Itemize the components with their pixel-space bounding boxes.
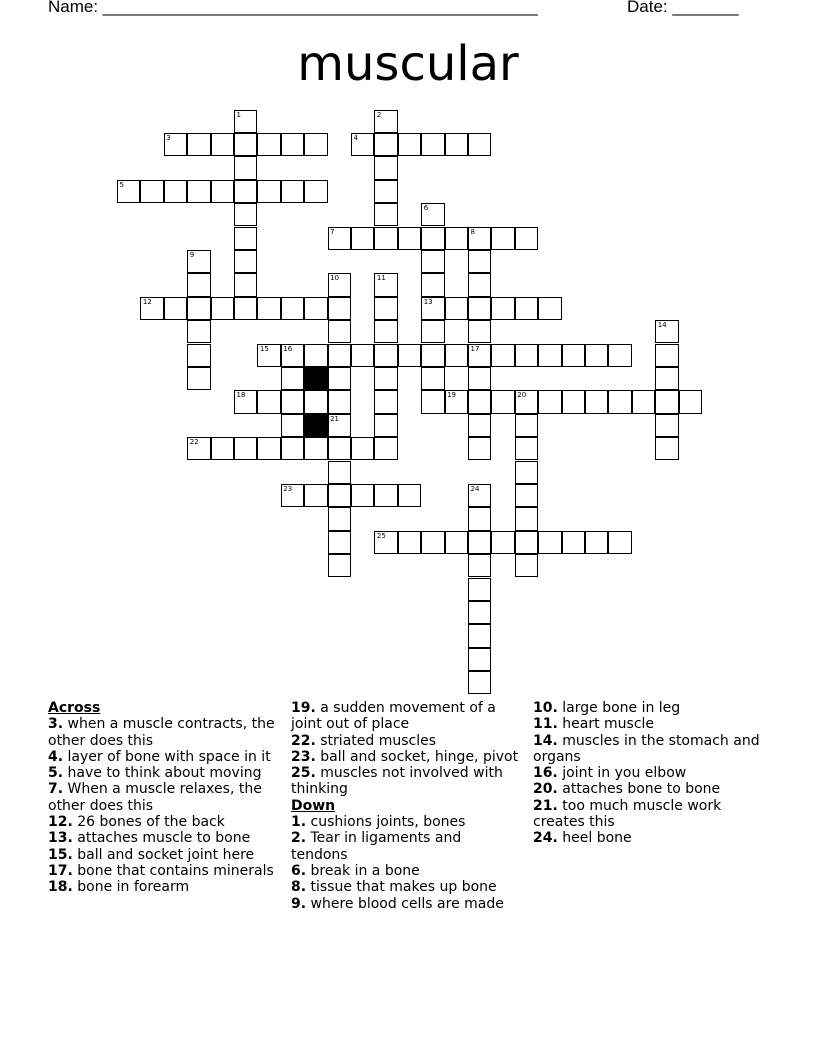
crossword-cell[interactable] (257, 390, 280, 413)
crossword-cell[interactable] (655, 437, 678, 460)
clue-item: 3. when a muscle contracts, the other does this (48, 716, 275, 749)
crossword-cell[interactable] (234, 156, 257, 179)
crossword-cell[interactable] (351, 227, 374, 250)
clues-column-3 (533, 700, 773, 847)
crossword-cell[interactable] (374, 180, 397, 203)
crossword-cell[interactable] (257, 297, 280, 320)
clue-number: 11 (376, 274, 386, 283)
across-heading: Across (48, 700, 101, 716)
clues-column-1 (48, 700, 278, 896)
crossword-cell[interactable] (211, 437, 234, 460)
crossword-cell[interactable] (445, 133, 468, 156)
crossword-cell[interactable] (211, 297, 234, 320)
crossword-cell[interactable] (351, 484, 374, 507)
clue-item: 7. When a muscle relaxes, the other does this (48, 781, 262, 814)
crossword-cell[interactable] (328, 484, 351, 507)
clue-item: 11. heart muscle (533, 716, 655, 733)
crossword-cell[interactable] (421, 227, 444, 250)
clue-item: 24. heel bone (533, 830, 632, 847)
clue-item: 9. where blood cells are made (291, 895, 504, 912)
crossword-cell[interactable] (468, 648, 491, 671)
crossword-cell[interactable] (468, 227, 491, 250)
black-square (304, 414, 327, 437)
clue-item: 18. bone in forearm (48, 879, 190, 896)
crossword-cell[interactable] (374, 414, 397, 437)
crossword-cell[interactable] (655, 414, 678, 437)
crossword-cell[interactable] (328, 367, 351, 390)
black-square (304, 367, 327, 390)
clue-item-number: 1. (291, 814, 307, 831)
crossword-cell[interactable] (515, 437, 538, 460)
clue-item-number: 15. (48, 846, 73, 863)
clue-number: 15 (259, 344, 269, 353)
clue-item-number: 12. (48, 814, 73, 831)
crossword-cell[interactable] (655, 367, 678, 390)
crossword-cell[interactable] (468, 578, 491, 601)
clue-item: 22. striated muscles (291, 732, 437, 749)
crossword-cell[interactable] (468, 624, 491, 647)
crossword-cell[interactable] (445, 297, 468, 320)
clue-item-number: 10. (533, 700, 558, 716)
crossword-cell[interactable] (374, 297, 397, 320)
crossword-cell[interactable] (515, 297, 538, 320)
crossword-cell[interactable] (187, 133, 210, 156)
crossword-cell[interactable] (304, 437, 327, 460)
crossword-cell[interactable] (515, 414, 538, 437)
crossword-cell[interactable] (234, 390, 257, 413)
crossword-cell[interactable] (281, 484, 304, 507)
crossword-cell[interactable] (468, 273, 491, 296)
clue-item: 25. muscles not involved with thinking (291, 765, 503, 798)
clue-number: 1 (236, 110, 241, 119)
clue-number: 3 (166, 133, 171, 142)
down-heading: Down (291, 797, 336, 814)
clue-number: 17 (470, 344, 480, 353)
crossword-cell[interactable] (234, 437, 257, 460)
clue-item-number: 11. (533, 716, 558, 733)
crossword-cell[interactable] (328, 227, 351, 250)
crossword-cell[interactable] (374, 531, 397, 554)
crossword-cell[interactable] (491, 531, 514, 554)
crossword-cell[interactable] (468, 484, 491, 507)
crossword-cell[interactable] (585, 344, 608, 367)
crossword-cell[interactable] (445, 227, 468, 250)
clue-item-number: 5. (48, 765, 64, 782)
crossword-cell[interactable] (328, 344, 351, 367)
crossword-cell[interactable] (328, 390, 351, 413)
clue-item-number: 23. (291, 748, 316, 765)
crossword-cell[interactable] (515, 461, 538, 484)
puzzle-title: muscular (297, 36, 519, 92)
clue-item-number: 6. (291, 862, 307, 879)
crossword-cell[interactable] (468, 133, 491, 156)
crossword-cell[interactable] (328, 507, 351, 530)
crossword-cell[interactable] (491, 390, 514, 413)
clue-number: 6 (423, 204, 429, 213)
clue-number: 19 (447, 391, 457, 400)
crossword-cell[interactable] (398, 484, 421, 507)
crossword-cell[interactable] (234, 180, 257, 203)
crossword-cell[interactable] (421, 390, 444, 413)
crossword-cell[interactable] (515, 507, 538, 530)
clue-item: 13. attaches muscle to bone (48, 830, 251, 847)
crossword-cell[interactable] (468, 507, 491, 530)
clue-item-number: 9. (291, 895, 307, 912)
crossword-cell[interactable] (257, 344, 280, 367)
clue-item: 17. bone that contains minerals (48, 862, 274, 879)
crossword-cell[interactable] (187, 180, 210, 203)
crossword-cell[interactable] (491, 297, 514, 320)
crossword-cell[interactable] (421, 203, 444, 226)
date-field-label: Date: _______ (627, 0, 739, 16)
clue-number: 10 (330, 274, 340, 283)
clue-number: 21 (330, 414, 340, 423)
clue-item: 6. break in a bone (291, 862, 420, 879)
clue-number: 18 (236, 391, 246, 400)
crossword-cell[interactable] (468, 601, 491, 624)
clue-number: 9 (189, 250, 195, 259)
clue-item: 1. cushions joints, bones (291, 814, 466, 831)
crossword-cell[interactable] (445, 344, 468, 367)
crossword-cell[interactable] (468, 390, 491, 413)
clue-item-number: 18. (48, 879, 73, 896)
crossword-cell[interactable] (211, 180, 234, 203)
clue-item: 12. 26 bones of the back (48, 814, 225, 831)
crossword-cell[interactable] (304, 344, 327, 367)
crossword-cell[interactable] (515, 484, 538, 507)
crossword-cell[interactable] (164, 297, 187, 320)
crossword-cell[interactable] (351, 344, 374, 367)
crossword-cell[interactable] (398, 133, 421, 156)
clue-number: 20 (517, 391, 527, 400)
crossword-cell[interactable] (421, 320, 444, 343)
crossword-cell[interactable] (468, 297, 491, 320)
crossword-cell[interactable] (234, 250, 257, 273)
crossword-cell[interactable] (281, 344, 304, 367)
crossword-cell[interactable] (374, 344, 397, 367)
crossword-cell[interactable] (328, 554, 351, 577)
crossword-cell[interactable] (421, 133, 444, 156)
clue-number: 5 (119, 180, 124, 189)
crossword-cell[interactable] (304, 484, 327, 507)
clue-number: 8 (470, 227, 475, 236)
crossword-cell[interactable] (281, 133, 304, 156)
crossword-cell[interactable] (515, 227, 538, 250)
crossword-cell[interactable] (468, 344, 491, 367)
crossword-cell[interactable] (608, 344, 631, 367)
crossword-cell[interactable] (304, 133, 327, 156)
crossword-cell[interactable] (398, 227, 421, 250)
clue-item: 8. tissue that makes up bone (291, 879, 497, 896)
clue-item: 19. a sudden movement of a joint out of place (291, 700, 496, 733)
crossword-cell[interactable] (234, 133, 257, 156)
clue-item-number: 19. (291, 700, 316, 716)
crossword-cell[interactable] (562, 531, 585, 554)
clue-number: 4 (353, 133, 358, 142)
crossword-cell[interactable] (655, 344, 678, 367)
clue-item: 4. layer of bone with space in it (48, 748, 271, 765)
crossword-cell[interactable] (187, 250, 210, 273)
crossword-cell[interactable] (421, 344, 444, 367)
crossword-cell[interactable] (468, 554, 491, 577)
crossword-cell[interactable] (585, 390, 608, 413)
crossword-cell[interactable] (421, 531, 444, 554)
crossword-cell[interactable] (328, 437, 351, 460)
crossword-cell[interactable] (374, 156, 397, 179)
clue-item: 14. muscles in the stomach and organs (533, 732, 760, 765)
crossword-cell[interactable] (164, 180, 187, 203)
clue-item: 20. attaches bone to bone (533, 781, 721, 798)
clue-item-number: 24. (533, 830, 558, 847)
crossword-cell[interactable] (351, 133, 374, 156)
crossword-cell[interactable] (515, 554, 538, 577)
crossword-cell[interactable] (538, 297, 561, 320)
crossword-cell[interactable] (562, 390, 585, 413)
crossword-cell[interactable] (281, 437, 304, 460)
crossword-cell[interactable] (515, 390, 538, 413)
crossword-cell[interactable] (328, 297, 351, 320)
crossword-cell[interactable] (328, 531, 351, 554)
clue-item-number: 16. (533, 765, 558, 782)
crossword-cell[interactable] (421, 297, 444, 320)
crossword-cell[interactable] (468, 531, 491, 554)
crossword-cell[interactable] (374, 133, 397, 156)
crossword-cell[interactable] (468, 414, 491, 437)
crossword-cell[interactable] (515, 531, 538, 554)
crossword-cell[interactable] (468, 320, 491, 343)
crossword-cell[interactable] (187, 297, 210, 320)
crossword-cell[interactable] (351, 437, 374, 460)
crossword-cell[interactable] (164, 133, 187, 156)
crossword-cell[interactable] (468, 671, 491, 694)
crossword-cell[interactable] (234, 297, 257, 320)
crossword-cell[interactable] (421, 250, 444, 273)
crossword-cell[interactable] (140, 297, 163, 320)
clue-item-number: 17. (48, 862, 73, 879)
crossword-cell[interactable] (374, 110, 397, 133)
crossword-cell[interactable] (281, 180, 304, 203)
crossword-cell[interactable] (491, 227, 514, 250)
crossword-cell[interactable] (445, 531, 468, 554)
clue-item: 16. joint in you elbow (533, 765, 687, 782)
crossword-cell[interactable] (234, 110, 257, 133)
crossword-cell[interactable] (655, 390, 678, 413)
crossword-cell[interactable] (281, 414, 304, 437)
clue-number: 2 (376, 110, 382, 119)
clue-item: 15. ball and socket joint here (48, 846, 255, 863)
crossword-cell[interactable] (328, 414, 351, 437)
crossword-cell[interactable] (187, 437, 210, 460)
crossword-cell[interactable] (328, 320, 351, 343)
crossword-cell[interactable] (234, 273, 257, 296)
clue-number: 14 (657, 321, 667, 330)
crossword-cell[interactable] (374, 320, 397, 343)
crossword-cell[interactable] (304, 390, 327, 413)
crossword-cell[interactable] (374, 390, 397, 413)
crossword-cell[interactable] (608, 390, 631, 413)
crossword-cell[interactable] (234, 203, 257, 226)
clue-item-number: 3. (48, 716, 64, 733)
clue-number: 25 (376, 531, 386, 540)
crossword-cell[interactable] (257, 133, 280, 156)
crossword-cell[interactable] (421, 273, 444, 296)
crossword-cell[interactable] (562, 344, 585, 367)
crossword-cell[interactable] (187, 344, 210, 367)
clue-item-number: 13. (48, 830, 73, 847)
crossword-cell[interactable] (281, 367, 304, 390)
clue-item: 21. too much muscle work creates this (533, 797, 722, 831)
clue-item-number: 20. (533, 781, 558, 798)
crossword-cell[interactable] (374, 273, 397, 296)
clue-number: 24 (470, 484, 480, 493)
clues-column-2 (291, 700, 521, 912)
name-field-label: Name: ______________________________________________ (48, 0, 538, 16)
clue-number: 13 (423, 297, 433, 306)
crossword-cell[interactable] (655, 320, 678, 343)
crossword-cell[interactable] (445, 390, 468, 413)
crossword-cell[interactable] (187, 367, 210, 390)
clue-item: 5. have to think about moving (48, 765, 262, 782)
crossword-cell[interactable] (398, 531, 421, 554)
clue-item-number: 25. (291, 765, 316, 782)
crossword-cell[interactable] (468, 250, 491, 273)
crossword-cell[interactable] (374, 203, 397, 226)
clue-item-number: 22. (291, 732, 316, 749)
crossword-cell[interactable] (538, 390, 561, 413)
crossword-cell[interactable] (117, 180, 140, 203)
clue-item: 2. Tear in ligaments and tendons (291, 830, 462, 863)
crossword-cell[interactable] (187, 320, 210, 343)
crossword-cell[interactable] (468, 437, 491, 460)
crossword-cell[interactable] (538, 531, 561, 554)
clue-item-number: 7. (48, 781, 64, 798)
clue-item-number: 8. (291, 879, 307, 896)
crossword-cell[interactable] (679, 390, 702, 413)
crossword-cell[interactable] (281, 297, 304, 320)
crossword-cell[interactable] (257, 437, 280, 460)
crossword-cell[interactable] (468, 367, 491, 390)
clue-number: 7 (330, 227, 335, 236)
crossword-cell[interactable] (304, 180, 327, 203)
clue-number: 12 (142, 297, 152, 306)
crossword-cell[interactable] (328, 273, 351, 296)
crossword-cell[interactable] (304, 297, 327, 320)
crossword-cell[interactable] (538, 344, 561, 367)
clue-item-number: 14. (533, 732, 558, 749)
clue-number: 16 (283, 344, 293, 353)
crossword-cell[interactable] (234, 227, 257, 250)
crossword-cell[interactable] (328, 461, 351, 484)
crossword-cell[interactable] (140, 180, 163, 203)
crossword-cell[interactable] (515, 344, 538, 367)
crossword-cell[interactable] (281, 390, 304, 413)
crossword-cell[interactable] (632, 390, 655, 413)
crossword-cell[interactable] (374, 227, 397, 250)
clue-item-number: 2. (291, 830, 307, 847)
crossword-cell[interactable] (374, 367, 397, 390)
clue-number: 23 (283, 484, 293, 493)
crossword-cell[interactable] (491, 344, 514, 367)
clue-item: 10. large bone in leg (533, 700, 681, 716)
clue-item-number: 21. (533, 797, 558, 814)
crossword-cell[interactable] (585, 531, 608, 554)
crossword-cell[interactable] (187, 273, 210, 296)
clue-number: 22 (189, 438, 199, 447)
crossword-cell[interactable] (421, 367, 444, 390)
crossword-cell[interactable] (257, 180, 280, 203)
crossword-cell[interactable] (608, 531, 631, 554)
clue-item: 23. ball and socket, hinge, pivot (291, 748, 519, 765)
crossword-cell[interactable] (211, 133, 234, 156)
crossword-cell[interactable] (398, 344, 421, 367)
crossword-cell[interactable] (374, 437, 397, 460)
clue-item-number: 4. (48, 748, 64, 765)
crossword-cell[interactable] (374, 484, 397, 507)
